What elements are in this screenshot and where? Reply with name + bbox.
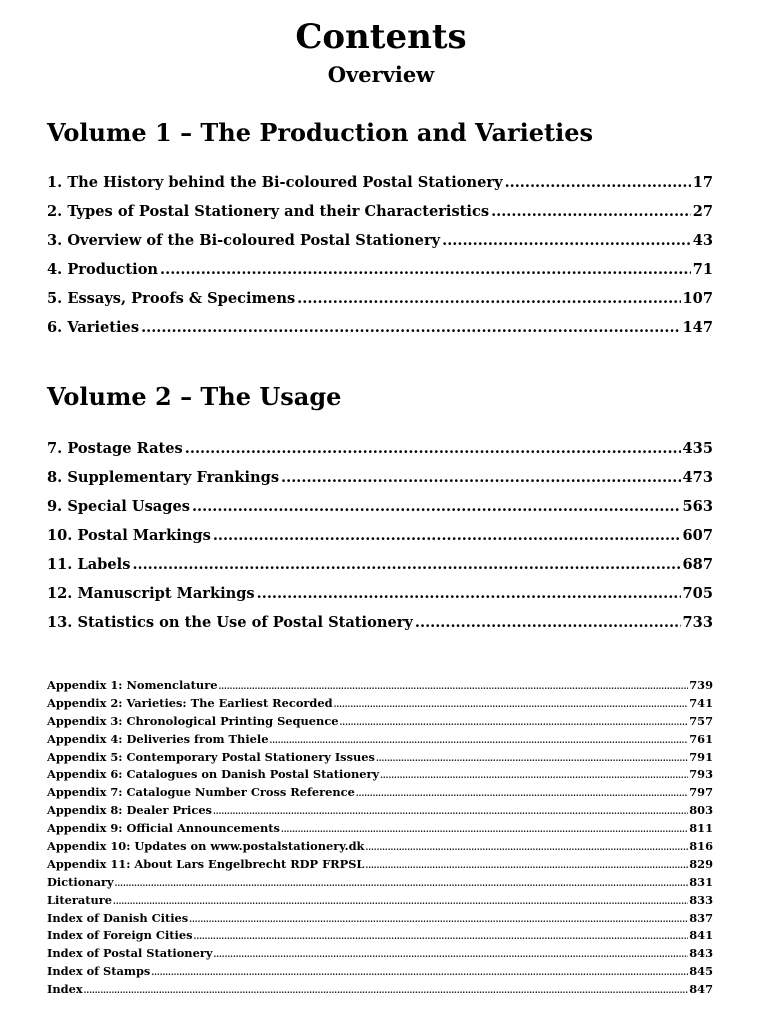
- toc-entry[interactable]: [47, 521, 713, 550]
- dot-leader: [334, 696, 689, 714]
- toc-entry-page-number: 831: [689, 874, 713, 889]
- dot-leader: [185, 434, 681, 463]
- toc-entry[interactable]: [47, 579, 713, 608]
- toc-entry-page-number: 473: [682, 469, 713, 486]
- dot-leader: [115, 875, 689, 893]
- toc-entry[interactable]: [47, 838, 713, 856]
- toc-entry[interactable]: [47, 784, 713, 802]
- dot-leader: [194, 928, 689, 946]
- toc-entry-page-number: 845: [689, 964, 713, 979]
- toc-entry-label: Appendix 6: Catalogues on Danish Postal Stationery: [47, 767, 380, 782]
- page-subtitle: Overview: [327, 62, 435, 87]
- toc-entry[interactable]: [47, 434, 713, 463]
- toc-entry-page-number: 71: [692, 261, 713, 278]
- toc-entry-label: 9. Special Usages: [47, 498, 190, 515]
- toc-entry-page-number: 793: [689, 767, 713, 782]
- dot-leader: [84, 982, 689, 1000]
- volume-1-heading: Volume 1 – The Production and Varieties: [47, 118, 594, 147]
- toc-entry-page-number: 841: [689, 928, 713, 943]
- toc-entry-page-number: 829: [689, 856, 713, 871]
- dot-leader: [491, 197, 691, 226]
- toc-entry-label: Appendix 7: Catalogue Number Cross Reference: [47, 785, 355, 800]
- toc-entry[interactable]: [47, 677, 713, 695]
- appendix-toc: [47, 677, 713, 999]
- toc-entry[interactable]: [47, 981, 713, 999]
- dot-leader: [213, 803, 688, 821]
- toc-entry[interactable]: [47, 226, 713, 255]
- toc-entry-label: Appendix 10: Updates on www.postalstationery.dk: [47, 839, 365, 854]
- volume-1-toc: [47, 168, 713, 342]
- dot-leader: [415, 608, 681, 637]
- toc-entry-label: 5. Essays, Proofs & Specimens: [47, 290, 296, 307]
- toc-entry[interactable]: [47, 608, 713, 637]
- dot-leader: [257, 579, 681, 608]
- toc-entry[interactable]: [47, 856, 713, 874]
- toc-entry-page-number: 761: [689, 731, 713, 746]
- dot-leader: [141, 313, 680, 342]
- toc-entry-page-number: 733: [682, 614, 713, 631]
- toc-entry-page-number: 803: [689, 803, 713, 818]
- toc-entry-label: Appendix 3: Chronological Printing Sequence: [47, 713, 339, 728]
- toc-entry-page-number: 847: [689, 982, 713, 997]
- dot-leader: [365, 857, 688, 875]
- toc-entry[interactable]: [47, 731, 713, 749]
- toc-entry-label: Appendix 4: Deliveries from Thiele: [47, 731, 269, 746]
- toc-entry-page-number: 791: [689, 749, 713, 764]
- toc-entry-page-number: 816: [689, 839, 713, 854]
- toc-entry-label: 8. Supplementary Frankings: [47, 469, 280, 486]
- dot-leader: [160, 255, 691, 284]
- toc-entry[interactable]: [47, 927, 713, 945]
- toc-entry-page-number: 687: [682, 556, 713, 573]
- toc-entry-label: Appendix 1: Nomenclature: [47, 678, 218, 692]
- toc-entry[interactable]: [47, 820, 713, 838]
- toc-entry-label: Index: [47, 982, 83, 997]
- toc-entry-page-number: 435: [682, 440, 713, 457]
- toc-entry[interactable]: [47, 197, 713, 226]
- toc-entry-label: Appendix 2: Varieties: The Earliest Recorded: [47, 695, 333, 710]
- toc-entry[interactable]: [47, 463, 713, 492]
- toc-entry[interactable]: [47, 168, 713, 197]
- toc-entry[interactable]: [47, 313, 713, 342]
- toc-entry-label: 11. Labels: [47, 556, 131, 573]
- dot-leader: [442, 226, 691, 255]
- toc-entry-label: 1. The History behind the Bi-coloured Postal Stationery: [47, 174, 503, 191]
- toc-entry-label: Dictionary: [47, 874, 114, 889]
- toc-entry-label: Appendix 9: Official Announcements: [47, 821, 280, 836]
- dot-leader: [132, 550, 680, 579]
- dot-leader: [340, 714, 689, 732]
- toc-entry-page-number: 17: [692, 174, 713, 191]
- toc-entry[interactable]: [47, 892, 713, 910]
- dot-leader: [356, 785, 688, 803]
- toc-entry-page-number: 43: [692, 232, 713, 249]
- dot-leader: [281, 821, 688, 839]
- toc-entry-label: Index of Postal Stationery: [47, 946, 213, 961]
- toc-entry-page-number: 739: [689, 678, 713, 692]
- toc-entry-label: 10. Postal Markings: [47, 527, 211, 544]
- toc-entry-label: Appendix 5: Contemporary Postal Stationery Issues: [47, 749, 375, 764]
- dot-leader: [213, 521, 681, 550]
- toc-entry-page-number: 843: [689, 946, 713, 961]
- toc-entry-page-number: 837: [689, 910, 713, 925]
- dot-leader: [113, 893, 688, 911]
- toc-entry-label: Index of Foreign Cities: [47, 928, 193, 943]
- toc-entry[interactable]: [47, 255, 713, 284]
- toc-entry-page-number: 811: [689, 821, 713, 836]
- dot-leader: [297, 284, 680, 313]
- dot-leader: [281, 463, 680, 492]
- toc-entry[interactable]: [47, 874, 713, 892]
- toc-entry-page-number: 833: [689, 892, 713, 907]
- toc-entry-label: Index of Danish Cities: [47, 910, 189, 925]
- toc-entry[interactable]: [47, 749, 713, 767]
- toc-entry[interactable]: [47, 910, 713, 928]
- toc-entry-label: Appendix 11: About Lars Engelbrecht RDP FRPSL: [47, 856, 365, 871]
- toc-entry-page-number: 27: [692, 203, 713, 220]
- dot-leader: [376, 750, 688, 768]
- dot-leader: [189, 911, 688, 929]
- toc-entry-page-number: 705: [682, 585, 713, 602]
- dot-leader: [365, 839, 688, 857]
- toc-entry[interactable]: [47, 802, 713, 820]
- toc-entry[interactable]: [47, 945, 713, 963]
- dot-leader: [505, 168, 691, 197]
- toc-entry-label: 6. Varieties: [47, 319, 140, 336]
- toc-entry[interactable]: [47, 766, 713, 784]
- dot-leader: [192, 492, 681, 521]
- dot-leader: [269, 732, 688, 750]
- toc-entry-page-number: 607: [682, 527, 713, 544]
- toc-entry-page-number: 797: [689, 785, 713, 800]
- dot-leader: [218, 678, 688, 696]
- toc-entry-page-number: 757: [689, 713, 713, 728]
- dot-leader: [380, 767, 688, 785]
- toc-entry-label: Literature: [47, 892, 113, 907]
- volume-2-heading: Volume 2 – The Usage: [47, 382, 342, 411]
- toc-entry-label: 2. Types of Postal Stationery and their Characteristics: [47, 203, 490, 220]
- dot-leader: [151, 964, 688, 982]
- toc-entry-label: 12. Manuscript Markings: [47, 585, 255, 602]
- toc-entry[interactable]: [47, 492, 713, 521]
- volume-2-toc: [47, 434, 713, 637]
- toc-entry-label: Appendix 8: Dealer Prices: [47, 803, 212, 818]
- toc-entry-label: Index of Stamps: [47, 964, 151, 979]
- toc-entry[interactable]: [47, 963, 713, 981]
- toc-entry-page-number: 107: [682, 290, 713, 307]
- toc-entry-label: 13. Statistics on the Use of Postal Stationery: [47, 614, 413, 631]
- toc-entry[interactable]: [47, 550, 713, 579]
- toc-entry-label: 3. Overview of the Bi-coloured Postal Stationery: [47, 232, 441, 249]
- toc-entry-page-number: 147: [682, 319, 713, 336]
- toc-entry[interactable]: [47, 284, 713, 313]
- toc-entry-label: 4. Production: [47, 261, 159, 278]
- toc-entry-label: 7. Postage Rates: [47, 440, 183, 457]
- toc-entry[interactable]: [47, 695, 713, 713]
- page-title: Contents: [295, 17, 467, 57]
- toc-entry-page-number: 741: [689, 695, 713, 710]
- dot-leader: [213, 946, 688, 964]
- toc-entry-page-number: 563: [682, 498, 713, 515]
- toc-entry[interactable]: [47, 713, 713, 731]
